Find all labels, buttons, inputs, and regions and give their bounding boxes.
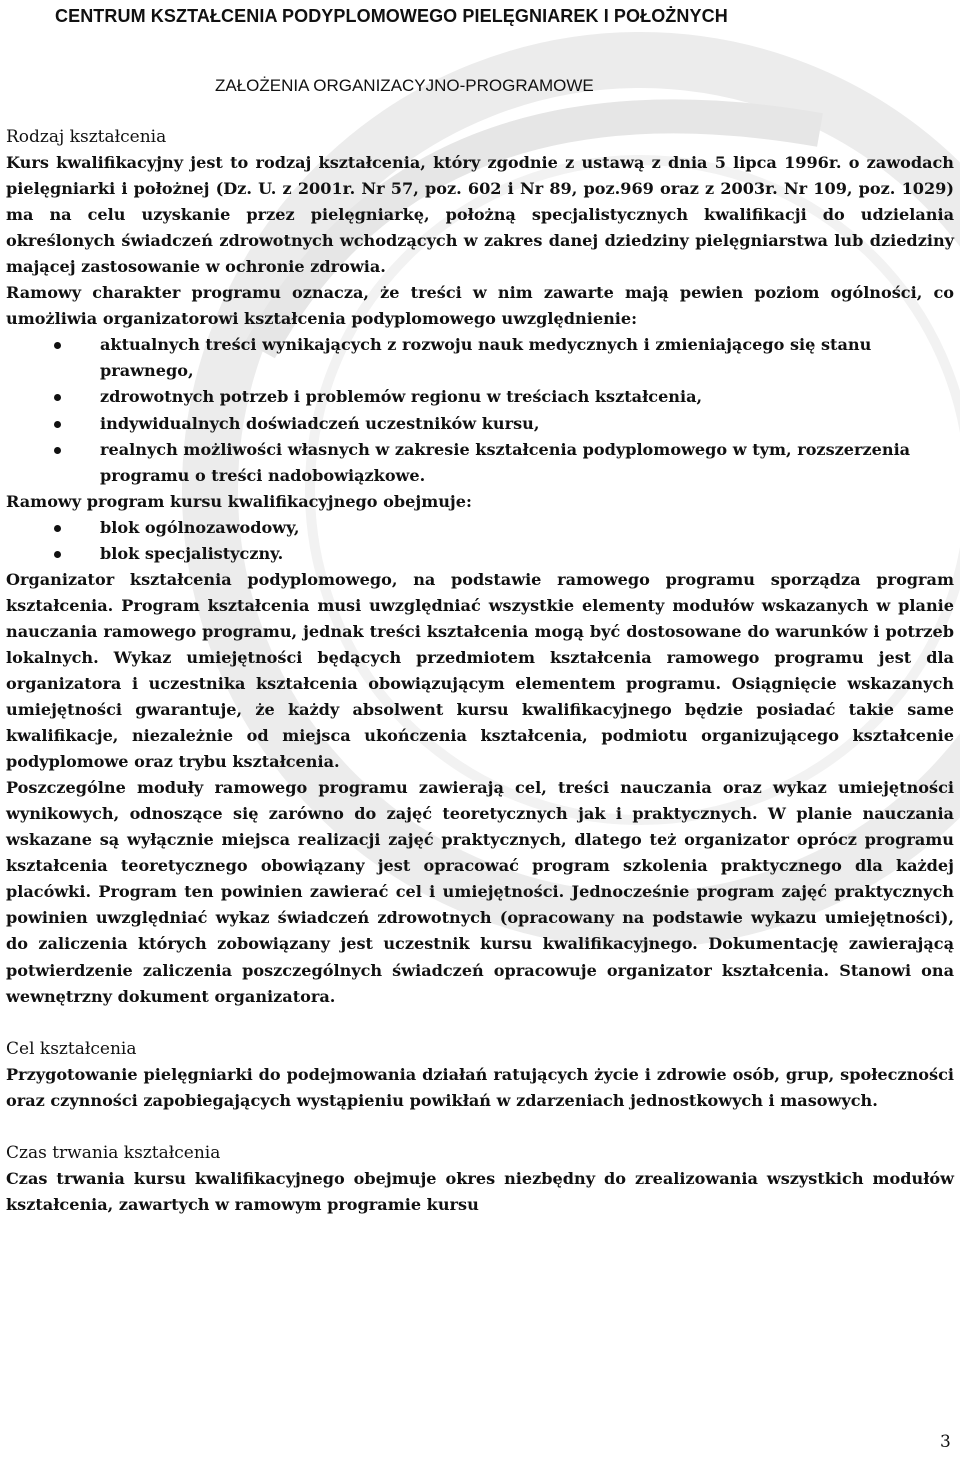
paragraph-organizer: Organizator kształcenia podyplomowego, na podstawie ramowego programu sporządza program kształcenia. Program kształcenia musi uwzględniać wszystkie elementy modułów wskazanych w planie nauczania ramowego programu, jednak treści kształcenia mogą być dostosowane do warunków i potrzeb lokalnych. Wykaz umiejętności będących przedmiotem kształcenia ramowego programu jest dla organizatora i uczestnika kształcenia obowiązującym elementem programu. Osiągnięcie wskazanych umiejętności gwarantuje, że każdy absolwent kursu kwalifikacyjnego będzie posiadać takie same kwalifikacje, niezależnie od miejsca ukończenia kształcenia, podmiotu organizującego kształcenie podyplomowe oraz trybu kształcenia.	[6, 569, 954, 772]
paragraph-program-blocks: Ramowy program kursu kwalifikacyjnego obejmuje:	[6, 491, 472, 511]
section-heading-cel: Cel kształcenia	[6, 1038, 137, 1059]
paragraph-duration: Czas trwania kursu kwalifikacyjnego obejmuje okres niezbędny do zrealizowania wszystkich modułów kształcenia, zawartych w ramowym programie kursu	[6, 1168, 954, 1214]
paragraph-goal: Przygotowanie pielęgniarki do podejmowania działań ratujących życie i zdrowie osób, grup, społeczności oraz czynności zapobiegających wystąpieniu powikłań w zdarzeniach jednostkowych i masowych.	[6, 1064, 954, 1110]
section-heading-czas: Czas trwania kształcenia	[6, 1142, 221, 1163]
list-item: blok specjalistyczny.	[6, 541, 954, 567]
paragraph-framework: Ramowy charakter programu oznacza, że treści w nim zawarte mają pewien poziom ogólności, co umożliwia organizatorowi kształcenia podyplomowego uwzględnienie:	[6, 283, 954, 329]
program-blocks-list	[6, 515, 954, 567]
list-item: blok ogólnozawodowy,	[6, 515, 954, 541]
section-spacer	[6, 1010, 954, 1036]
section-heading-rodzaj: Rodzaj kształcenia	[6, 127, 167, 147]
list-item: aktualnych treści wynikających z rozwoju nauk medycznych i zmieniającego się stanu prawnego,	[6, 332, 954, 384]
list-item: realnych możliwości własnych w zakresie kształcenia podyplomowego w tym, rozszerzenia programu o treści nadobowiązkowe.	[6, 437, 954, 489]
paragraph-definition: Kurs kwalifikacyjny jest to rodzaj kształcenia, który zgodnie z ustawą z dnia 5 lipca 1996r. o zawodach pielęgniarki i położnej (Dz. U. z 2001r. Nr 57, poz. 602 i Nr 89, poz.969 oraz z 2003r. Nr 109, poz. 1029) ma na celu uzyskanie przez pielęgniarkę, położną specjalistycznych kwalifikacji do udzielania określonych świadczeń zdrowotnych wchodzących w zakres danej dziedziny pielęgniarstwa lub dziedziny mającej zastosowanie w ochronie zdrowia.	[6, 153, 954, 277]
document-title: ZAŁOŻENIA ORGANIZACYJNO-PROGRAMOWE	[215, 76, 594, 95]
framework-bullet-list	[6, 332, 954, 488]
paragraph-modules: Poszczególne moduły ramowego programu zawierają cel, treści nauczania oraz wykaz umiejętności wynikowych, odnoszące się zarówno do zajęć teoretycznych jak i praktycznych. W planie nauczania wskazane są wyłącznie miejsca realizacji zajęć praktycznych, dlatego też organizator oprócz programu kształcenia teoretycznego obowiązany jest opracować program szkolenia praktycznego dla każdej placówki. Program ten powinien zawierać cel i umiejętności. Jednocześnie program zajęć praktycznych powinien uwzględniać wykaz świadczeń zdrowotnych (opracowany na podstawie wykazu umiejętności), do zaliczenia których zobowiązany jest uczestnik kursu kwalifikacyjnego. Dokumentację zawierającą potwierdzenie zaliczenia poszczególnych świadczeń opracowuje organizator kształcenia. Stanowi ona wewnętrzny dokument organizatora.	[6, 778, 954, 1006]
list-item: indywidualnych doświadczeń uczestników kursu,	[6, 411, 954, 437]
document-body	[6, 124, 954, 1218]
institution-header: CENTRUM KSZTAŁCENIA PODYPLOMOWEGO PIELĘGNIAREK I POŁOŻNYCH	[55, 6, 728, 26]
page-number: 3	[940, 1432, 951, 1452]
section-spacer	[6, 1114, 954, 1140]
list-item: zdrowotnych potrzeb i problemów regionu w treściach kształcenia,	[6, 384, 954, 410]
